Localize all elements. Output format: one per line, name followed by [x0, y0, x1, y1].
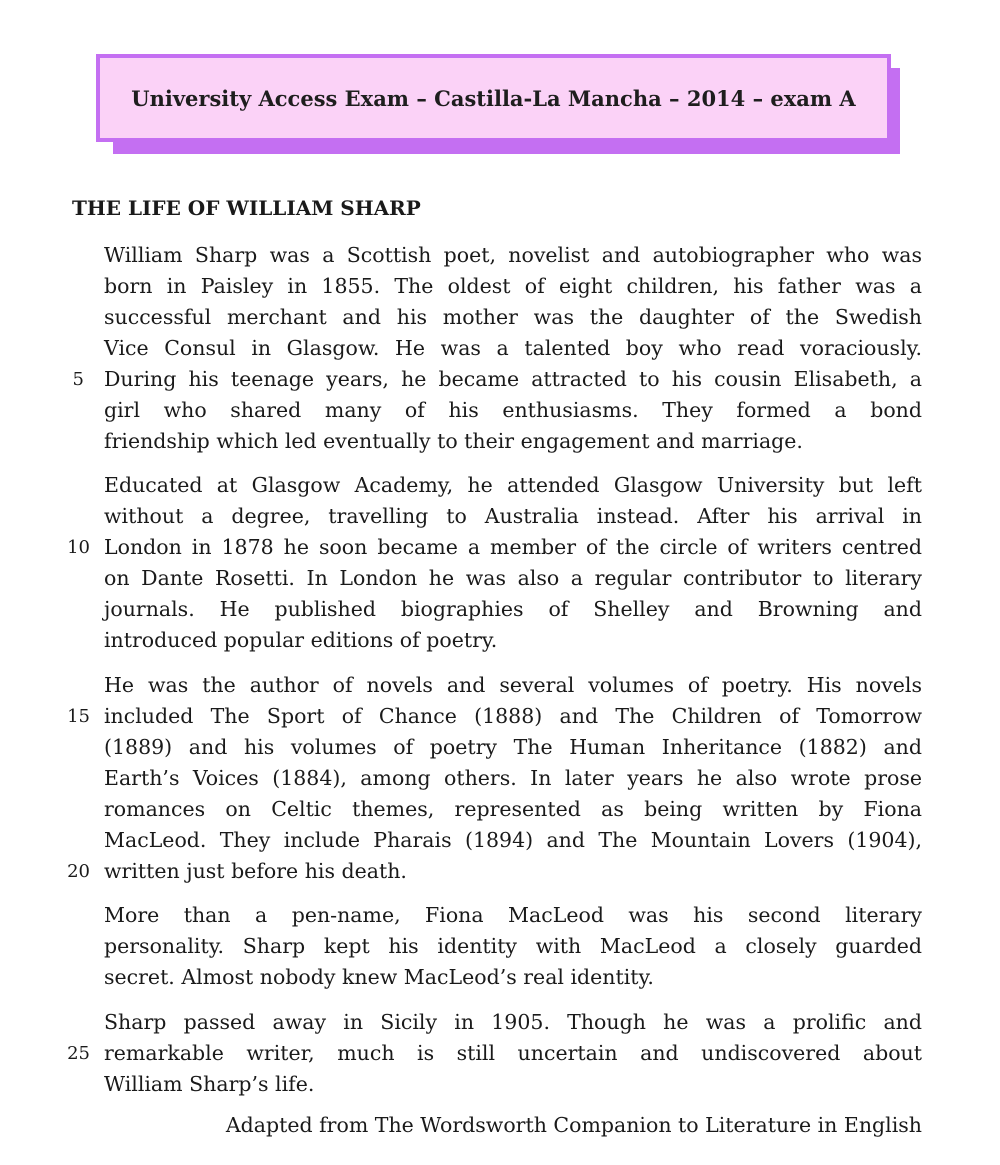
- text-line: William Sharp was a Scottish poet, novelist and autobiographer who was: [104, 243, 922, 267]
- line-number: 10: [67, 537, 90, 558]
- text-line: Vice Consul in Glasgow. He was a talented boy who read voraciously.: [104, 336, 922, 360]
- paragraph-1: [104, 240, 922, 457]
- text-line: girl who shared many of his enthusiasms. They formed a bond: [104, 398, 922, 422]
- text-line: MacLeod. They include Pharais (1894) and The Mountain Lovers (1904),: [104, 828, 922, 852]
- text-line: secret. Almost nobody knew MacLeod’s real identity.: [104, 965, 654, 989]
- paragraph-2: [104, 470, 922, 656]
- text-line: friendship which led eventually to their engagement and marriage.: [104, 429, 803, 453]
- text-line: journals. He published biographies of Shelley and Browning and: [104, 597, 922, 621]
- text-line: Earth’s Voices (1884), among others. In later years he also wrote prose: [104, 766, 922, 790]
- text-line: (1889) and his volumes of poetry The Human Inheritance (1882) and: [104, 735, 922, 759]
- text-line: on Dante Rosetti. In London he was also a regular contributor to literary: [104, 566, 922, 590]
- source-attribution: Adapted from The Wordsworth Companion to Literature in English: [225, 1113, 922, 1137]
- line-number: 25: [67, 1043, 90, 1064]
- text-line: introduced popular editions of poetry.: [104, 628, 498, 652]
- text-line: successful merchant and his mother was the daughter of the Swedish: [104, 305, 922, 329]
- text-line: without a degree, travelling to Australia instead. After his arrival in: [104, 504, 922, 528]
- line-number: 5: [72, 369, 84, 390]
- paragraph-5: [104, 1007, 922, 1100]
- title-banner: [96, 54, 891, 142]
- text-line: remarkable writer, much is still uncertain and undiscovered about: [104, 1041, 922, 1065]
- line-number: 20: [67, 861, 90, 882]
- text-line: William Sharp’s life.: [104, 1072, 315, 1096]
- text-line: Educated at Glasgow Academy, he attended Glasgow University but left: [104, 473, 922, 497]
- text-line: written just before his death.: [104, 859, 407, 883]
- text-line: born in Paisley in 1855. The oldest of eight children, his father was a: [104, 274, 922, 298]
- text-line: personality. Sharp kept his identity with MacLeod a closely guarded: [104, 934, 922, 958]
- exam-title: University Access Exam – Castilla-La Mancha – 2014 – exam A: [131, 85, 856, 111]
- text-line: included The Sport of Chance (1888) and The Children of Tomorrow: [104, 704, 922, 728]
- text-line: More than a pen-name, Fiona MacLeod was his second literary: [104, 903, 922, 927]
- article-title: THE LIFE OF WILLIAM SHARP: [72, 196, 421, 220]
- text-line: romances on Celtic themes, represented as being written by Fiona: [104, 797, 922, 821]
- text-line: London in 1878 he soon became a member of the circle of writers centred: [104, 535, 922, 559]
- text-line: He was the author of novels and several volumes of poetry. His novels: [104, 673, 922, 697]
- text-line: During his teenage years, he became attracted to his cousin Elisabeth, a: [104, 367, 922, 391]
- paragraph-3: [104, 670, 922, 887]
- text-line: Sharp passed away in Sicily in 1905. Though he was a prolific and: [104, 1010, 922, 1034]
- paragraph-4: [104, 900, 922, 993]
- line-number: 15: [67, 706, 90, 727]
